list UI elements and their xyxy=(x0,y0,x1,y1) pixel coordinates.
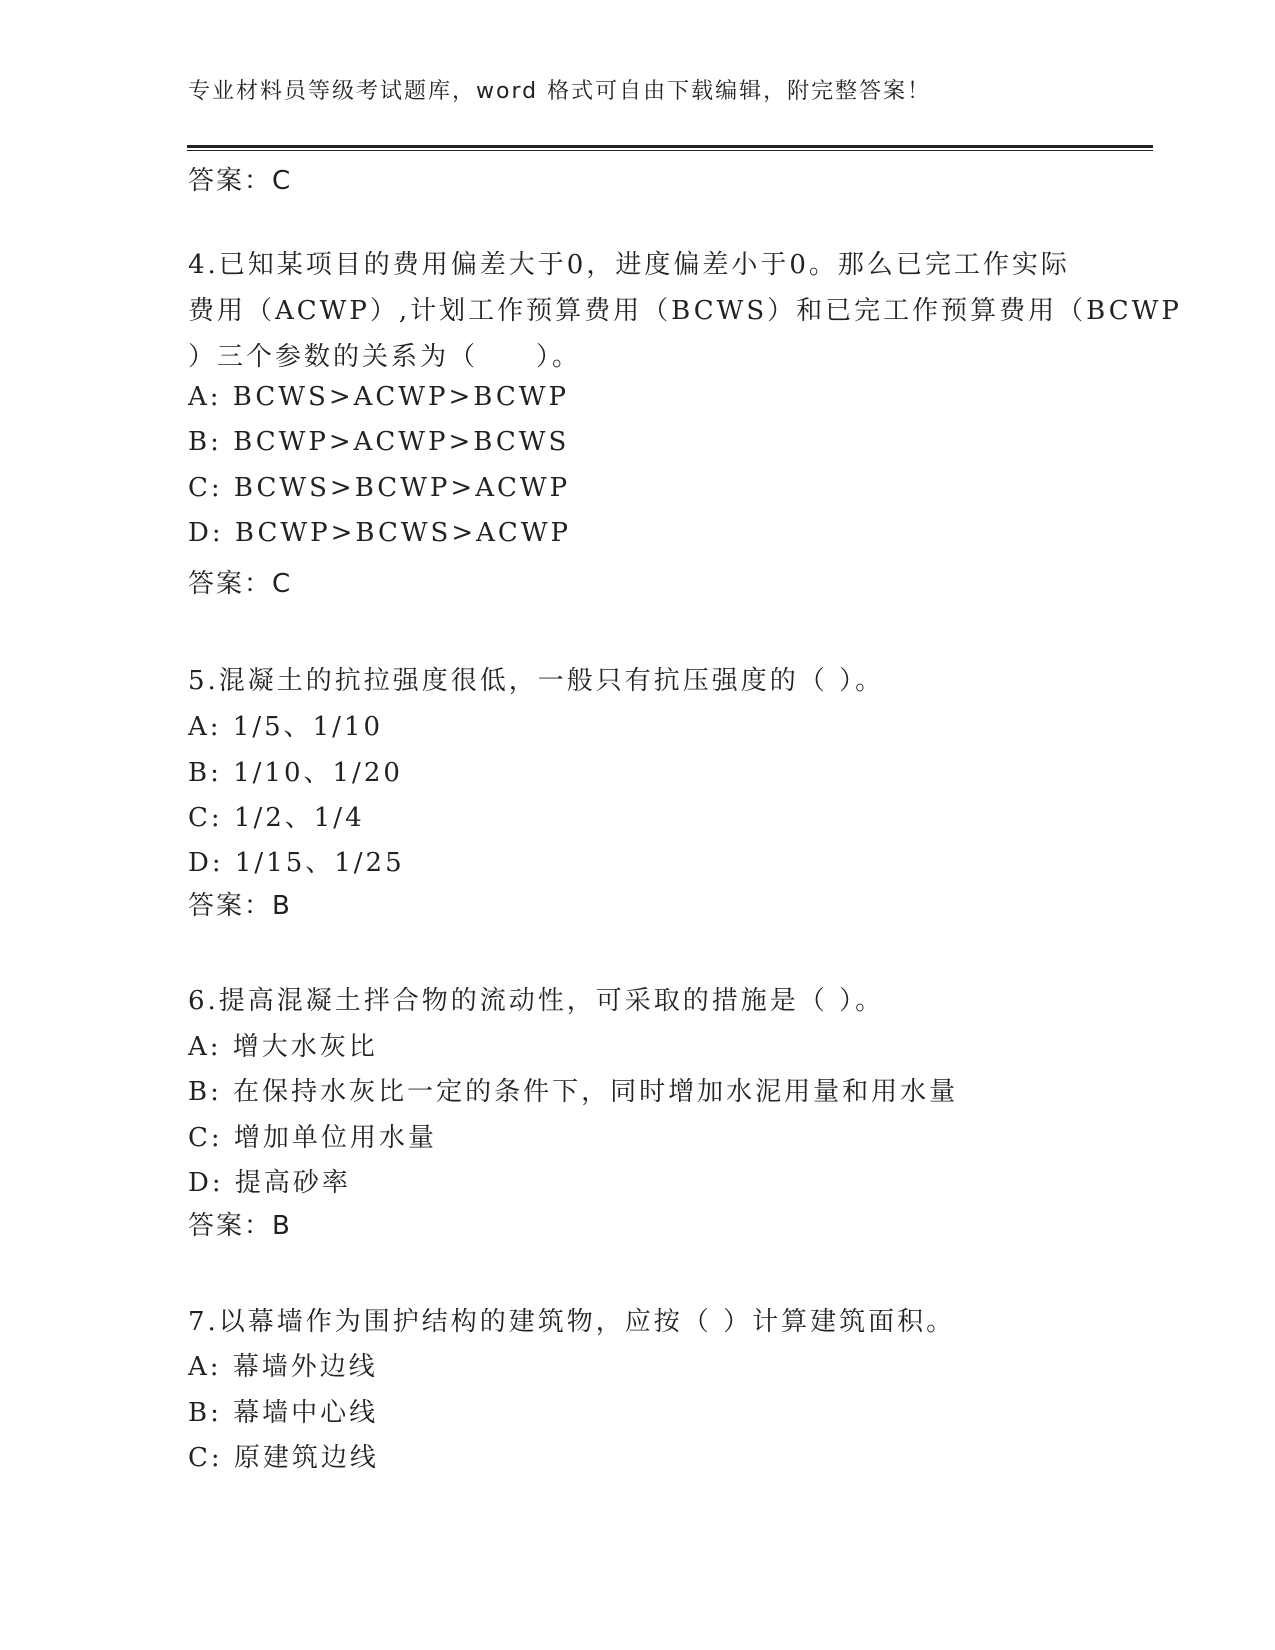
option-d: D: BCWP>BCWS>ACWP xyxy=(188,518,572,548)
option-a: A: 幕墙外边线 xyxy=(188,1352,378,1382)
question-stem: 5.混凝土的抗拉强度很低，一般只有抗压强度的（ ）。 xyxy=(188,666,885,696)
option-d: D: 1/15、1/25 xyxy=(188,848,405,878)
question-stem: 6.提高混凝土拌合物的流动性，可采取的措施是（ ）。 xyxy=(188,986,885,1016)
page-header: 专业材料员等级考试题库，word 格式可自由下载编辑，附完整答案！ xyxy=(188,79,932,104)
option-c: C: 增加单位用水量 xyxy=(188,1123,437,1153)
answer-label: 答案：C xyxy=(188,569,293,599)
option-b: B: 幕墙中心线 xyxy=(188,1398,379,1428)
header-rule-thick xyxy=(187,145,1153,148)
option-c: C: 原建筑边线 xyxy=(188,1443,379,1473)
answer-label: 答案：B xyxy=(188,891,292,921)
option-a: A: 1/5、1/10 xyxy=(188,712,384,742)
question-stem: 费用（ACWP）,计划工作预算费用（BCWS）和已完工作预算费用（BCWP xyxy=(188,296,1182,326)
question-stem: ）三个参数的关系为（ ）。 xyxy=(188,342,582,372)
question-stem: 7.以幕墙作为围护结构的建筑物，应按（ ）计算建筑面积。 xyxy=(188,1307,956,1337)
option-a: A: BCWS>ACWP>BCWP xyxy=(188,382,569,412)
header-rule-thin xyxy=(187,150,1153,151)
option-b: B: 1/10、1/20 xyxy=(188,758,403,788)
option-c: C: 1/2、1/4 xyxy=(188,803,365,833)
option-b: B: BCWP>ACWP>BCWS xyxy=(188,427,570,457)
answer-label: 答案：B xyxy=(188,1211,292,1241)
question-stem: 4.已知某项目的费用偏差大于0，进度偏差小于0。那么已完工作实际 xyxy=(188,250,1070,280)
option-a: A: 增大水灰比 xyxy=(188,1032,378,1062)
option-c: C: BCWS>BCWP>ACWP xyxy=(188,473,571,503)
option-b: B: 在保持水灰比一定的条件下，同时增加水泥用量和用水量 xyxy=(188,1077,959,1107)
answer-label: 答案：C xyxy=(188,166,293,196)
option-d: D: 提高砂率 xyxy=(188,1168,351,1198)
